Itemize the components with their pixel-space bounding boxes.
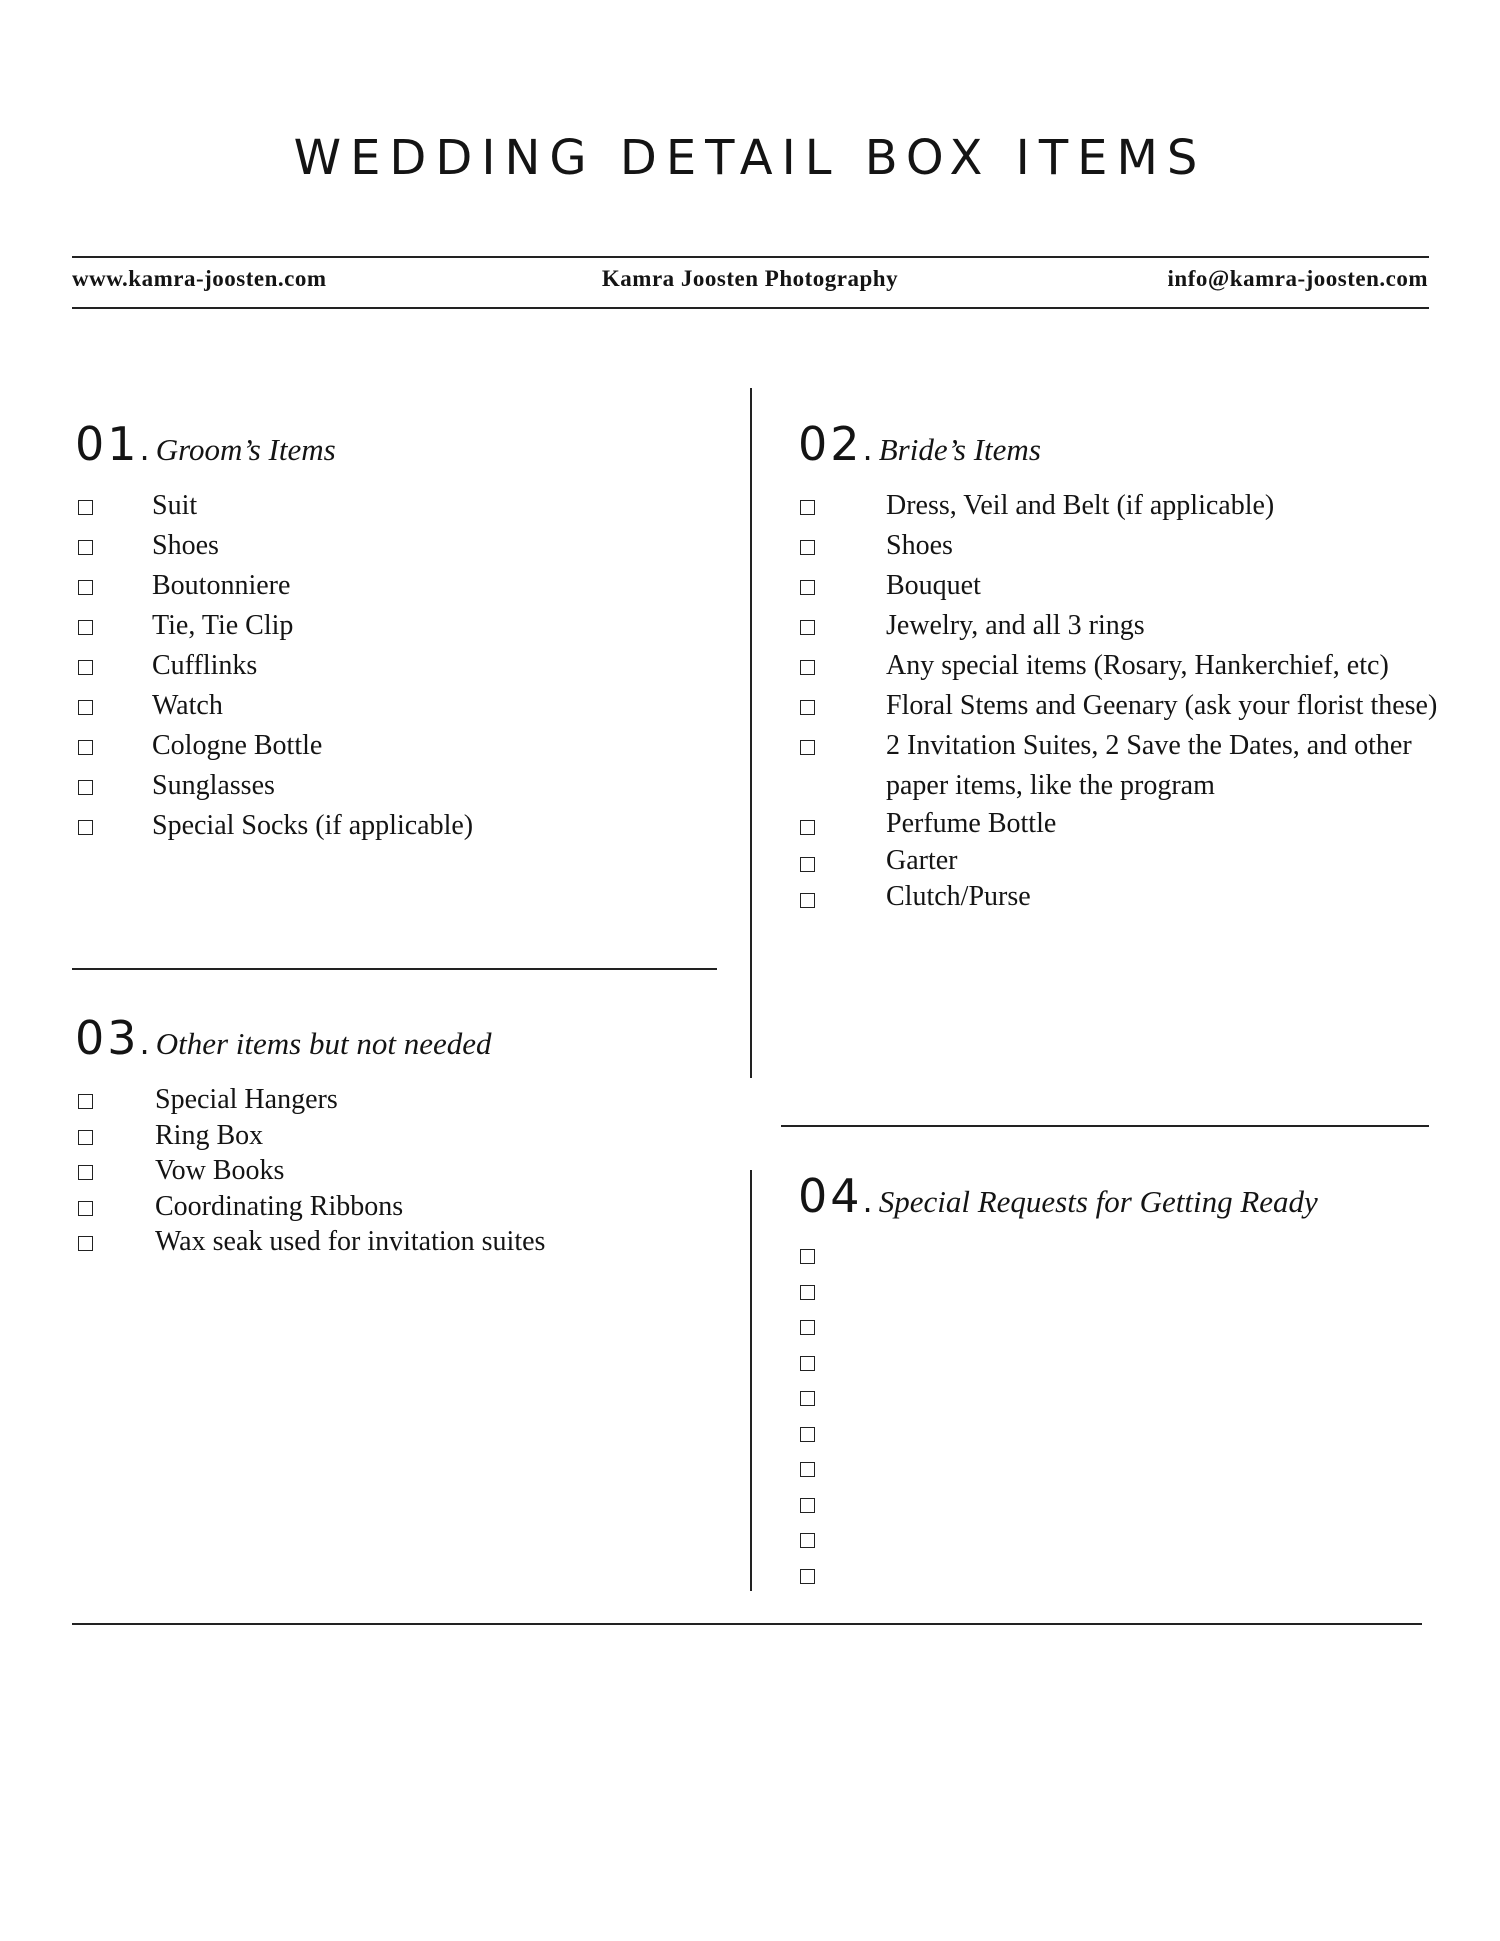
checklist-item-label: Jewelry, and all 3 rings [886,610,1145,641]
checklist-item-label: Cufflinks [152,650,258,681]
section-number: 04 [798,1169,863,1223]
groom-checklist [72,486,712,846]
checklist-item [794,526,1454,566]
checkbox[interactable] [78,580,93,595]
checkbox[interactable] [800,1462,815,1477]
section-number-dot: . [139,1024,150,1062]
checklist-item [794,1274,1434,1310]
header-bottom-rule [72,307,1429,309]
bride-checklist [794,486,1454,916]
checklist-item-label: Sunglasses [152,770,275,801]
section-heading-groom [75,414,336,486]
checklist-item [72,686,712,726]
section-number: 03 [75,1011,140,1065]
checklist-item-label [886,1345,1434,1381]
footer-rule [72,1623,1422,1625]
checklist-item [794,726,1454,806]
checkbox[interactable] [800,1320,815,1335]
checklist-item-label [886,1451,1434,1487]
checkbox[interactable] [800,820,815,835]
checklist-item-label: Shoes [152,530,219,561]
checklist-item [72,486,712,526]
section-title: Bride’s Items [878,432,1041,467]
column-divider-bottom [750,1170,752,1591]
section-number: 02 [798,417,863,471]
section-title: Groom’s Items [155,432,336,467]
other-checklist [72,1082,712,1260]
checklist-item-label: Cologne Bottle [152,730,323,761]
checklist-item-label: Watch [152,690,223,721]
header-top-rule [72,256,1429,258]
checkbox[interactable] [78,660,93,675]
checklist-item [72,806,712,846]
checkbox[interactable] [800,1391,815,1406]
section-number-dot: . [139,430,150,468]
header-email: info@kamra-joosten.com [1167,266,1428,291]
checkbox[interactable] [800,540,815,555]
checkbox[interactable] [78,1165,93,1180]
checklist-item-label: Vow Books [155,1155,285,1186]
checklist-item-label: Perfume Bottle [886,808,1057,839]
checkbox[interactable] [78,780,93,795]
section-number-dot: . [862,1182,873,1220]
checklist-item [794,1487,1434,1523]
checklist-item-label: Suit [152,490,198,521]
section-heading-special-requests [798,1166,1318,1238]
checkbox[interactable] [78,700,93,715]
checkbox[interactable] [800,893,815,908]
checkbox[interactable] [800,500,815,515]
checkbox[interactable] [800,1427,815,1442]
checklist-item-label [886,1309,1434,1345]
checklist-item [72,766,712,806]
checklist-item-label: Any special items (Rosary, Hankerchief, etc) [886,650,1389,681]
section-divider-left [72,968,717,970]
checkbox[interactable] [78,1236,93,1251]
checkbox[interactable] [78,1094,93,1109]
checklist-item-label: Tie, Tie Clip [152,610,294,641]
checkbox[interactable] [78,540,93,555]
header-company: Kamra Joosten Photography [601,266,899,291]
section-number-dot: . [862,430,873,468]
checklist-item-label: Special Socks (if applicable) [152,810,474,841]
checklist-item [794,1522,1434,1558]
checklist-item [794,486,1454,526]
section-number: 01 [75,417,140,471]
checklist-item [794,1309,1434,1345]
checkbox[interactable] [800,740,815,755]
checklist-item-label [886,1416,1434,1452]
checklist-item-label [886,1238,1434,1274]
special-requests-checklist [794,1238,1434,1593]
checklist-item [72,1118,712,1154]
section-title: Other items but not needed [155,1026,492,1061]
checklist-item [72,646,712,686]
checklist-item-label: 2 Invitation Suites, 2 Save the Dates, and other paper items, like the program [886,730,1412,801]
checkbox[interactable] [800,620,815,635]
checklist-item [794,606,1454,646]
checklist-item [72,526,712,566]
checkbox[interactable] [800,1285,815,1300]
checkbox[interactable] [800,1356,815,1371]
checklist-item [794,566,1454,606]
checkbox[interactable] [78,1130,93,1145]
checklist-item-label [886,1522,1434,1558]
checklist-item [72,1082,712,1118]
checklist-item [72,606,712,646]
checklist-item-label: Bouquet [886,570,981,601]
checklist-item [72,1153,712,1189]
checklist-item [794,1345,1434,1381]
section-title: Special Requests for Getting Ready [878,1184,1318,1219]
checklist-item [794,646,1454,686]
section-heading-bride [798,414,1041,486]
checklist-item [794,806,1454,843]
checklist-item-label [886,1558,1434,1594]
checklist-item-label [886,1380,1434,1416]
section-heading-other [75,1008,491,1080]
checkbox[interactable] [800,660,815,675]
checkbox[interactable] [800,1569,815,1584]
checklist-item-label [886,1487,1434,1523]
checkbox[interactable] [800,700,815,715]
checklist-item [72,566,712,606]
checkbox[interactable] [78,500,93,515]
checklist-item [794,843,1454,880]
checkbox[interactable] [800,1249,815,1264]
checkbox[interactable] [800,580,815,595]
checkbox[interactable] [78,820,93,835]
column-divider-top [750,388,752,1078]
header-website: www.kamra-joosten.com [72,266,327,291]
checklist-item-label: Clutch/Purse [886,881,1031,912]
checklist-item-label: Shoes [886,530,953,561]
checklist-item [794,686,1454,726]
section-divider-right [781,1125,1429,1127]
checkbox[interactable] [78,740,93,755]
checklist-item [794,1416,1434,1452]
checklist-item-label: Ring Box [155,1119,264,1151]
checkbox[interactable] [78,1201,93,1216]
checklist-item [794,1451,1434,1487]
checklist-item [72,726,712,766]
checklist-item [794,1380,1434,1416]
checklist-item [794,879,1454,916]
checklist-item-label: Floral Stems and Geenary (ask your florist these) [886,690,1438,721]
checkbox[interactable] [78,620,93,635]
checklist-item-label: Coordinating Ribbons [155,1190,404,1222]
checklist-item-label: Special Hangers [155,1084,338,1115]
document-title: WEDDING DETAIL BOX ITEMS [293,130,1207,186]
checklist-item [72,1224,712,1260]
checklist-item [794,1558,1434,1594]
checklist-item-label [886,1274,1434,1310]
checklist-item-label: Wax seak used for invitation suites [155,1226,546,1257]
checkbox[interactable] [800,1533,815,1548]
checklist-item [72,1189,712,1225]
checklist-item-label: Dress, Veil and Belt (if applicable) [886,490,1275,521]
checkbox[interactable] [800,857,815,872]
checklist-item-label: Boutonniere [152,570,291,601]
checklist-item-label: Garter [886,844,958,876]
checklist-item [794,1238,1434,1274]
checkbox[interactable] [800,1498,815,1513]
